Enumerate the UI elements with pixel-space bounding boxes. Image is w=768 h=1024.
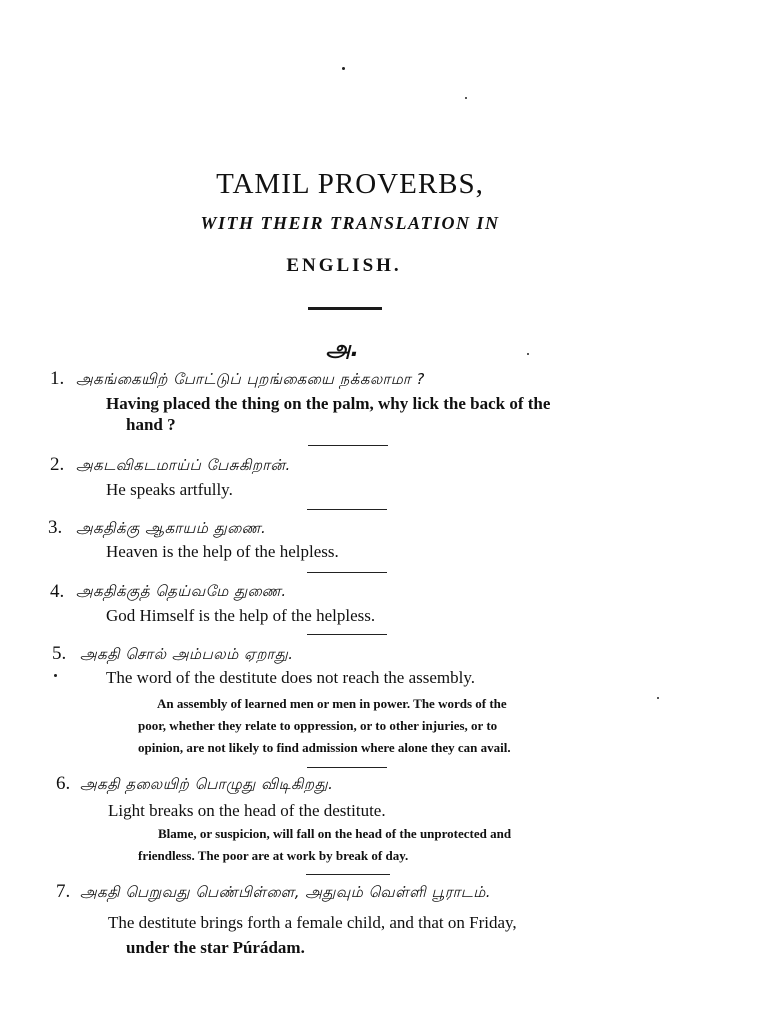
proverb-tamil: அகதி பெறுவது பெண்பிள்ளை, அதுவும் வெள்ளி பூராடம். (80, 883, 492, 901)
proverb-number: 6. (56, 773, 71, 794)
proverb-number: 5. (52, 643, 67, 664)
scan-speck (465, 97, 467, 99)
proverb-number: 3. (48, 517, 63, 538)
proverb-tamil: அகடவிகடமாய்ப் பேசுகிறான். (76, 456, 291, 474)
proverb-note: friendless. The poor are at work by break of day. (138, 848, 409, 863)
proverb-divider (307, 572, 387, 573)
proverb-divider (308, 445, 388, 446)
proverb-note: opinion, are not likely to find admission where alone they can avail. (138, 740, 511, 755)
proverb-english: He speaks artfully. (106, 480, 233, 499)
scan-speck (342, 67, 345, 70)
section-letter: அ. (326, 337, 359, 362)
proverb-tamil: அகங்கையிற் போட்டுப் புறங்கையை நக்கலாமா ? (76, 370, 425, 388)
proverb-english: The word of the destitute does not reach the assembly. (106, 668, 476, 687)
proverb-number: 7. (56, 881, 71, 902)
proverb-english-cont: hand ? (126, 415, 176, 434)
proverb-number: 2. (50, 454, 65, 475)
proverb-divider (306, 874, 390, 875)
scan-speck (54, 674, 57, 677)
proverb-divider (307, 767, 387, 768)
proverb-tamil: அகதி தலையிற் பொழுது விடிகிறது. (80, 775, 334, 793)
scan-speck (527, 353, 529, 355)
title-divider (308, 307, 382, 310)
scan-speck (657, 697, 659, 699)
page-subtitle: WITH THEIR TRANSLATION IN (200, 213, 500, 233)
proverb-note: An assembly of learned men or men in power. The words of the (157, 696, 507, 711)
proverb-english: The destitute brings forth a female child, and that on Friday, (108, 913, 517, 932)
page-subtitle-language: ENGLISH. (286, 255, 402, 276)
proverb-divider (307, 509, 387, 510)
proverb-english: Heaven is the help of the helpless. (106, 542, 339, 561)
proverb-english-cont: under the star Púrádam. (126, 938, 305, 957)
proverb-english: Having placed the thing on the palm, why lick the back of the (106, 394, 551, 413)
proverb-note: poor, whether they relate to oppression, or to other injuries, or to (138, 718, 498, 733)
proverb-divider (307, 634, 387, 635)
proverb-number: 4. (50, 581, 65, 602)
proverb-number: 1. (50, 368, 65, 389)
proverb-note: Blame, or suspicion, will fall on the head of the unprotected and (158, 826, 512, 841)
proverb-tamil: அகதிக்குத் தெய்வமே துணை. (76, 582, 287, 600)
proverb-tamil: அகதி சொல் அம்பலம் ஏறாது. (80, 645, 294, 663)
proverb-tamil: அகதிக்கு ஆகாயம் துணை. (76, 519, 267, 537)
proverb-english: God Himself is the help of the helpless. (106, 606, 376, 625)
page-title: TAMIL PROVERBS, (216, 168, 484, 200)
proverb-english: Light breaks on the head of the destitute. (108, 801, 386, 820)
